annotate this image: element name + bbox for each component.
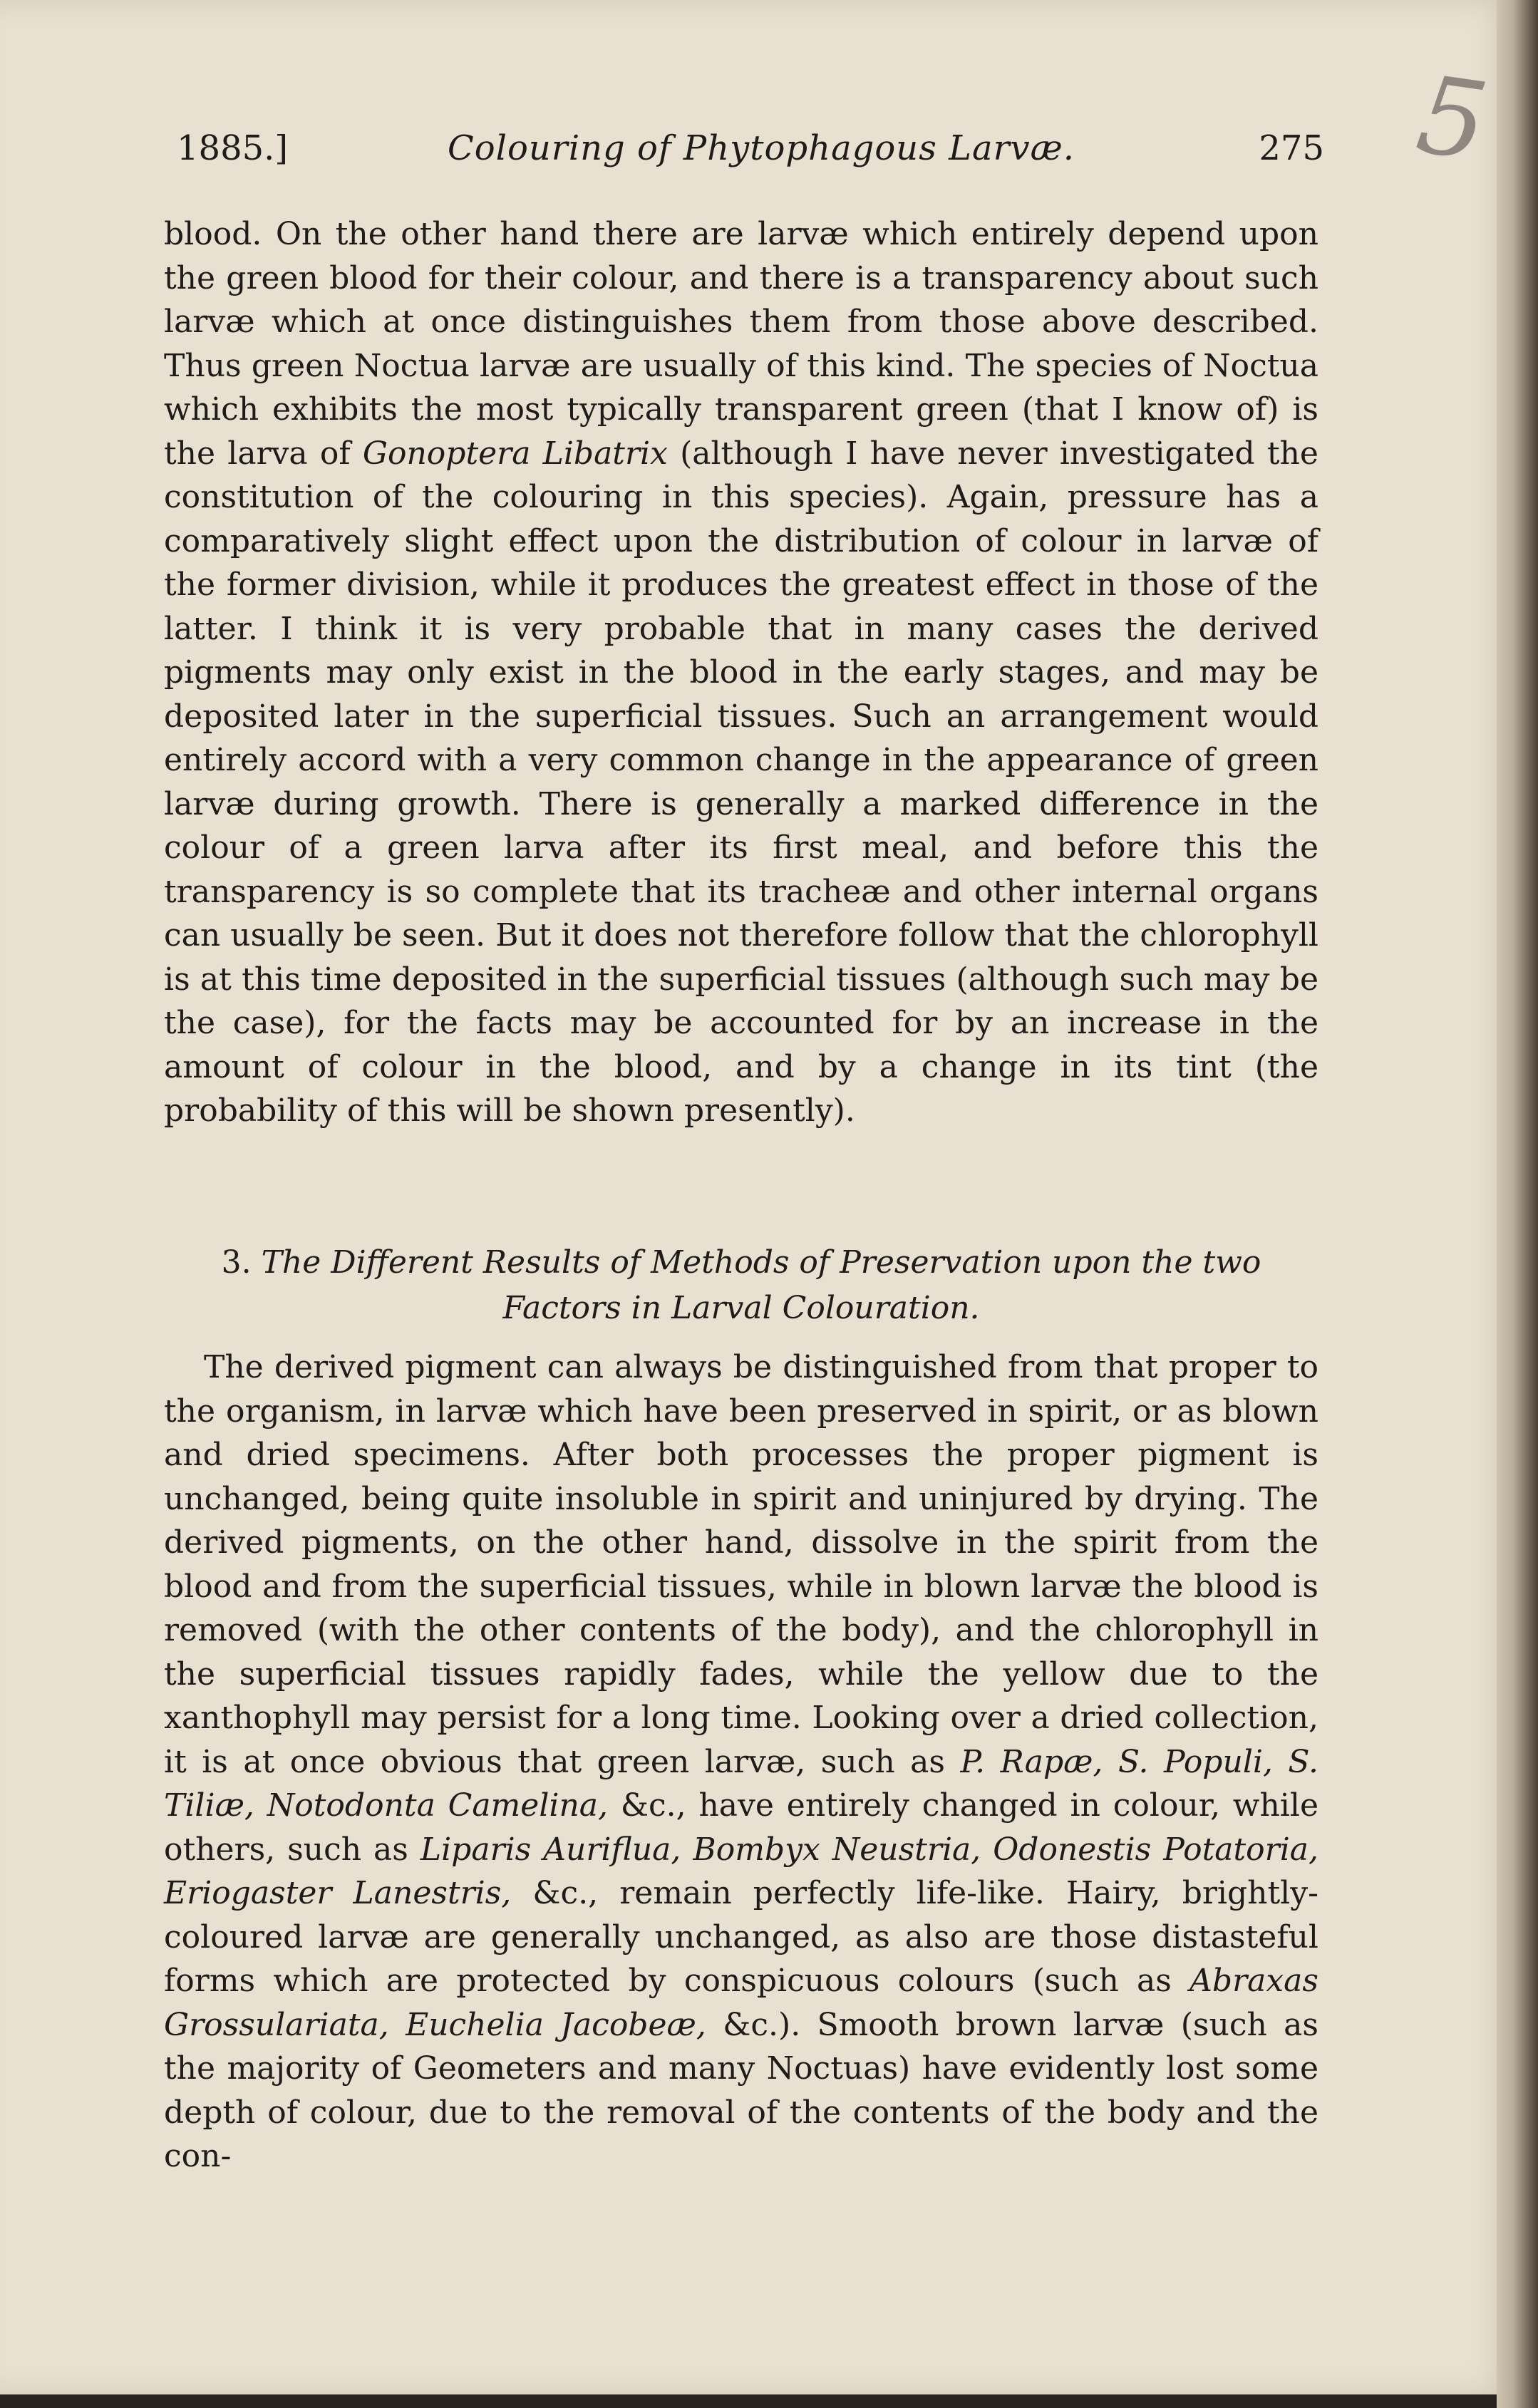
section-number: 3. [221,1244,252,1281]
paragraph-1-text [164,212,1318,1133]
book-spine-edge [1497,0,1538,2408]
text-run: &c.). Smooth brown larvæ (such as the majority of Geometers and many Noctuas) have evidently lost some depth of colour, due to the removal of the contents of the body and the con- [164,2006,1318,2174]
text-run: blood. On the other hand there are larvæ which entirely depend upon the green blood for their colour, and there is a transparency about such larvæ which at once distinguishes them from those above described. Thus green Noctua larvæ are usually of this kind. The species of Noctua which exhibits the most typically transparent green (that I know of) is the larva of [164,216,1318,472]
section-title: The Different Results of Methods of Preservation upon the two Factors in Larval Colouration. [261,1244,1261,1326]
paragraph-2 [164,1345,1318,2179]
italic-run: Gonoptera Libatrix [362,435,668,472]
text-run: The derived pigment can always be distinguished from that proper to the organism, in larvæ which have been preserved in spirit, or as blown and dried specimens. After both processes the proper pigment is unchanged, being quite insoluble in spirit and uninjured by drying. The derived pigments, on the other hand, dissolve in the spirit from the blood and from the superficial tissues, while in blown larvæ the blood is removed (with the other contents of the body), and the chlorophyll in the superficial tissues rapidly fades, while the yellow due to the xanthophyll may persist for a long time. Looking over a dried collection, it is at once obvious that green larvæ, such as [164,1349,1318,1780]
italic-run: Liparis Auriflua, Bombyx Neustria, Odonestis Potatoria, Eriogaster Lanestris, [164,1831,1318,1911]
italic-run: Abraxas Grossulariata, Euchelia Jacobeæ, [164,1963,1318,2043]
header-year: 1885.] [177,128,289,168]
text-run: &c., have entirely changed in colour, while others, such as [164,1787,1318,1868]
italic-run: P. Rapæ, S. Populi, S. Tiliæ, Notodonta Camelina, [164,1743,1318,1824]
paragraph-1 [164,212,1318,1133]
text-run: (although I have never investigated the constitution of the colouring in this species). Again, pressure has a comparatively slight effect upon the distribution of colour in larvæ of the former division, while it produces the greatest effect in those of the latter. I think it is very probable that in many cases the derived pigments may only exist in the blood in the early stages, and may be deposited later in the superficial tissues. Such an arrangement would entirely accord with a very common change in the appearance of green larvæ during growth. There is generally a marked difference in the colour of a green larva after its first meal, and before this the transparency is so complete that its tracheæ and other internal organs can usually be seen. But it does not therefore follow that the chlorophyll is at this time deposited in the superficial tissues (although such may be the case), for the facts may be accounted for by an increase in the amount of colour in the blood, and by a change in its tint (the probability of this will be shown presently). [164,435,1318,1129]
running-head [177,128,1324,185]
handwritten-folio-mark: 5 [1410,53,1495,185]
header-title: Colouring of Phytophagous Larvæ. [448,128,1075,168]
section-heading [164,1240,1318,1331]
paragraph-2-text [164,1345,1318,2179]
page-number: 275 [1259,128,1324,168]
text-run: &c., remain perfectly life-like. Hairy, brightly-coloured larvæ are generally unchanged, as also are those distasteful forms which are protected by conspicuous colours (such as [164,1875,1318,1999]
